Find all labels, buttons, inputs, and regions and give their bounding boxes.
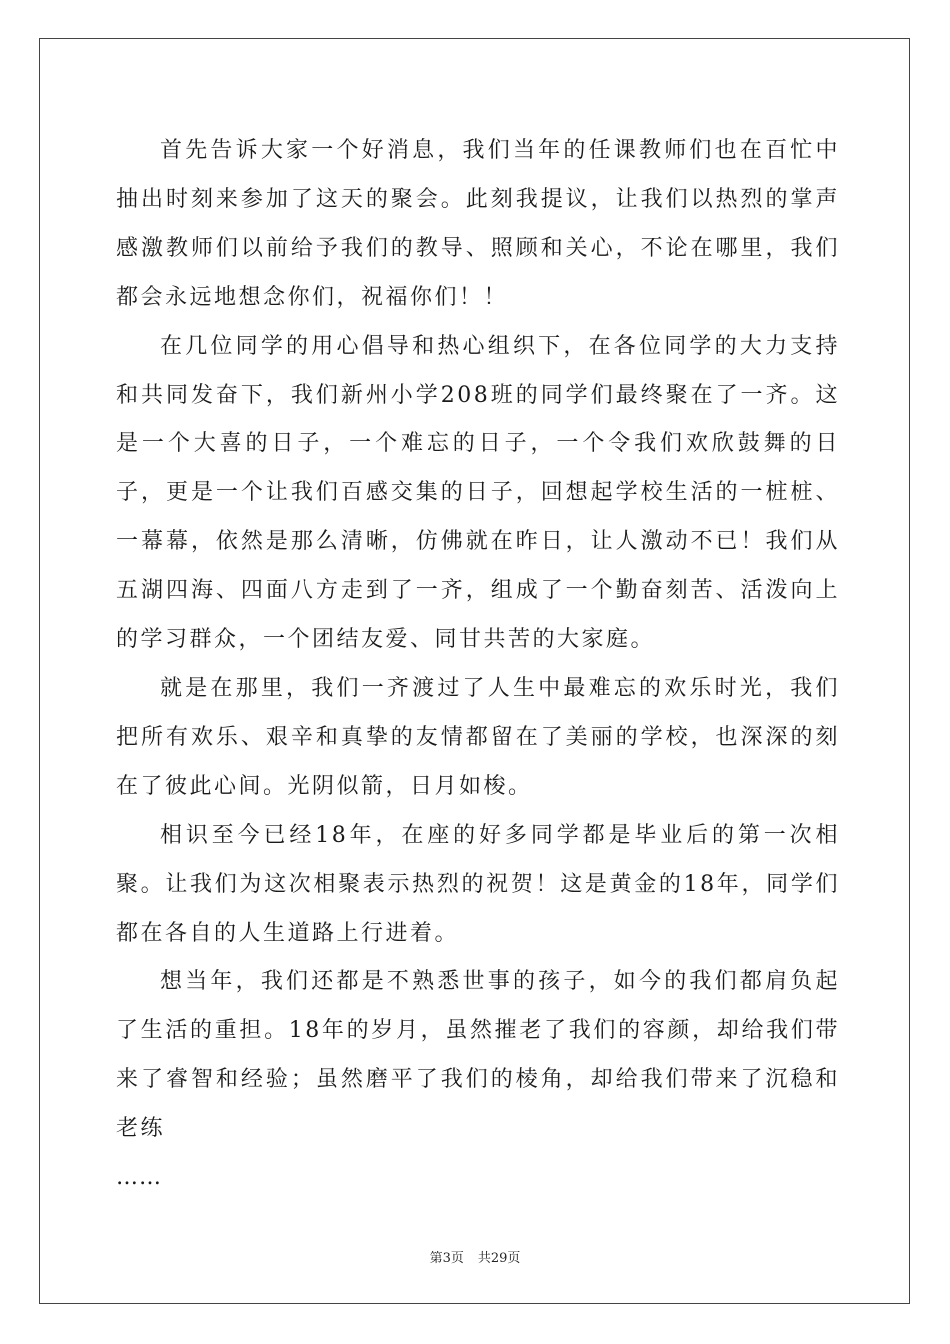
paragraph-1: 首先告诉大家一个好消息，我们当年的任课教师们也在百忙中抽出时刻来参加了这天的聚会。此刻我提议，让我们以热烈的掌声感激教师们以前给予我们的教导、照顾和关心，不论在哪里，我们都会永远地想念你们，祝福你们！！ [116, 138, 840, 310]
trailing-ellipsis: …… [116, 1165, 162, 1191]
paragraph-4: 相识至今已经18年，在座的好多同学都是毕业后的第一次相聚。让我们为这次相聚表示热烈的祝贺！这是黄金的18年，同学们都在各自的人生道路上行进着。 [116, 822, 840, 946]
paragraph-2: 在几位同学的用心倡导和热心组织下，在各位同学的大力支持和共同发奋下，我们新州小学208班的同学们最终聚在了一齐。这是一个大喜的日子，一个难忘的日子，一个令我们欢欣鼓舞的日子，更是一个让我们百感交集的日子，回想起学校生活的一桩桩、一幕幕，依然是那么清晰，仿佛就在昨日，让人激动不已！我们从五湖四海、四面八方走到了一齐，组成了一个勤奋刻苦、活泼向上的学习群众，一个团结友爱、同甘共苦的大家庭。 [116, 333, 840, 653]
document-body [116, 127, 840, 1203]
page-footer [0, 1247, 950, 1266]
page-number: 第3页 [429, 1251, 464, 1266]
paragraph-3: 就是在那里，我们一齐渡过了人生中最难忘的欢乐时光，我们把所有欢乐、艰辛和真挚的友情都留在了美丽的学校，也深深的刻在了彼此心间。光阴似箭，日月如梭。 [116, 675, 840, 799]
total-pages: 共29页 [477, 1251, 521, 1266]
paragraph-5: 想当年，我们还都是不熟悉世事的孩子，如今的我们都肩负起了生活的重担。18年的岁月，虽然摧老了我们的容颜，却给我们带来了睿智和经验；虽然磨平了我们的棱角，却给我们带来了沉稳和老练 [116, 969, 840, 1142]
